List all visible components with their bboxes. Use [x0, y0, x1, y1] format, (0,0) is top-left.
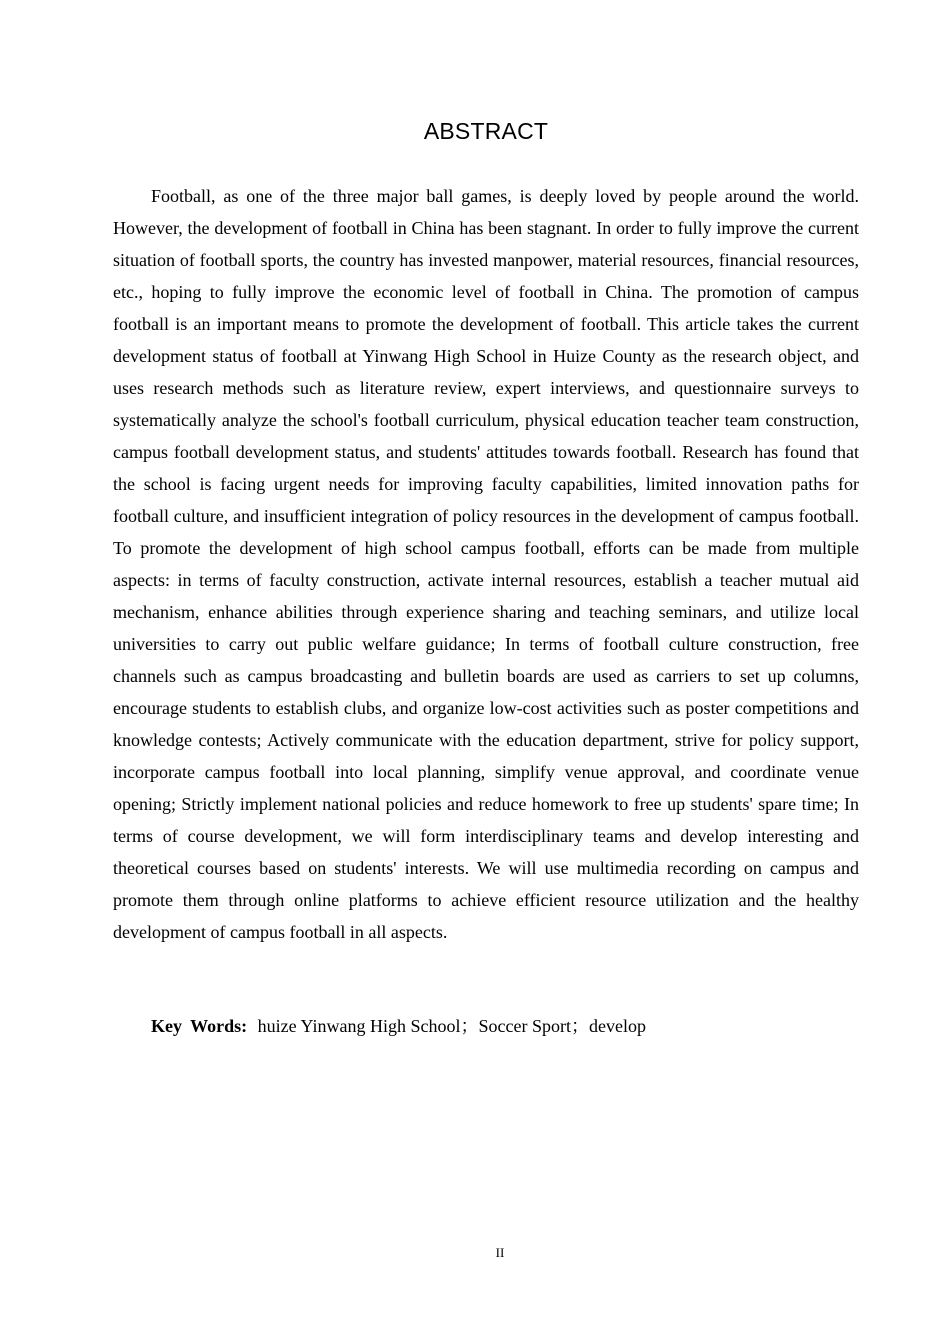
keyword-separator: ；	[570, 1016, 589, 1036]
keyword-item: Soccer Sport	[478, 1016, 571, 1036]
keywords-line	[151, 1010, 859, 1042]
keyword-separator: ；	[460, 1016, 479, 1036]
keyword-item: develop	[588, 1016, 646, 1036]
abstract-title: ABSTRACT	[423, 118, 549, 144]
page-number: II	[495, 1245, 505, 1260]
abstract-body-paragraph: Football, as one of the three major ball games, is deeply loved by people around the world. However, the development of football in China has been stagnant. In order to fully improve the current situation of football sports, the country has invested manpower, material resources, financial resources, etc., hoping to fully improve the economic level of football in China. The promotion of campus football is an important means to promote the development of football. This article takes the current development status of football at Yinwang High School in Huize County as the research object, and uses research methods such as literature review, expert interviews, and questionnaire surveys to systematically analyze the school's football curriculum, physical education teacher team construction, campus football development status, and students' attitudes towards football. Research has found that the school is facing urgent needs for improving faculty capabilities, limited innovation paths for football culture, and insufficient integration of policy resources in the development of campus football. To promote the development of high school campus football, efforts can be made from multiple aspects: in terms of faculty construction, activate internal resources, establish a teacher mutual aid mechanism, enhance abilities through experience sharing and teaching seminars, and utilize local universities to carry out public welfare guidance; In terms of football culture construction, free channels such as campus broadcasting and bulletin boards are used as carriers to set up columns, encourage students to establish clubs, and organize low-cost activities such as poster competitions and knowledge contests; Actively communicate with the education department, strive for policy support, incorporate campus football into local planning, simplify venue approval, and coordinate venue opening; Strictly implement national policies and reduce homework to free up students' spare time; In terms of course development, we will form interdisciplinary teams and develop interesting and theoretical courses based on students' interests. We will use multimedia recording on campus and promote them through online platforms to achieve efficient resource utilization and the healthy development of campus football in all aspects.	[113, 186, 859, 942]
keywords-label: Key Words:	[151, 1016, 248, 1036]
keyword-item: huize Yinwang High School	[257, 1016, 461, 1036]
